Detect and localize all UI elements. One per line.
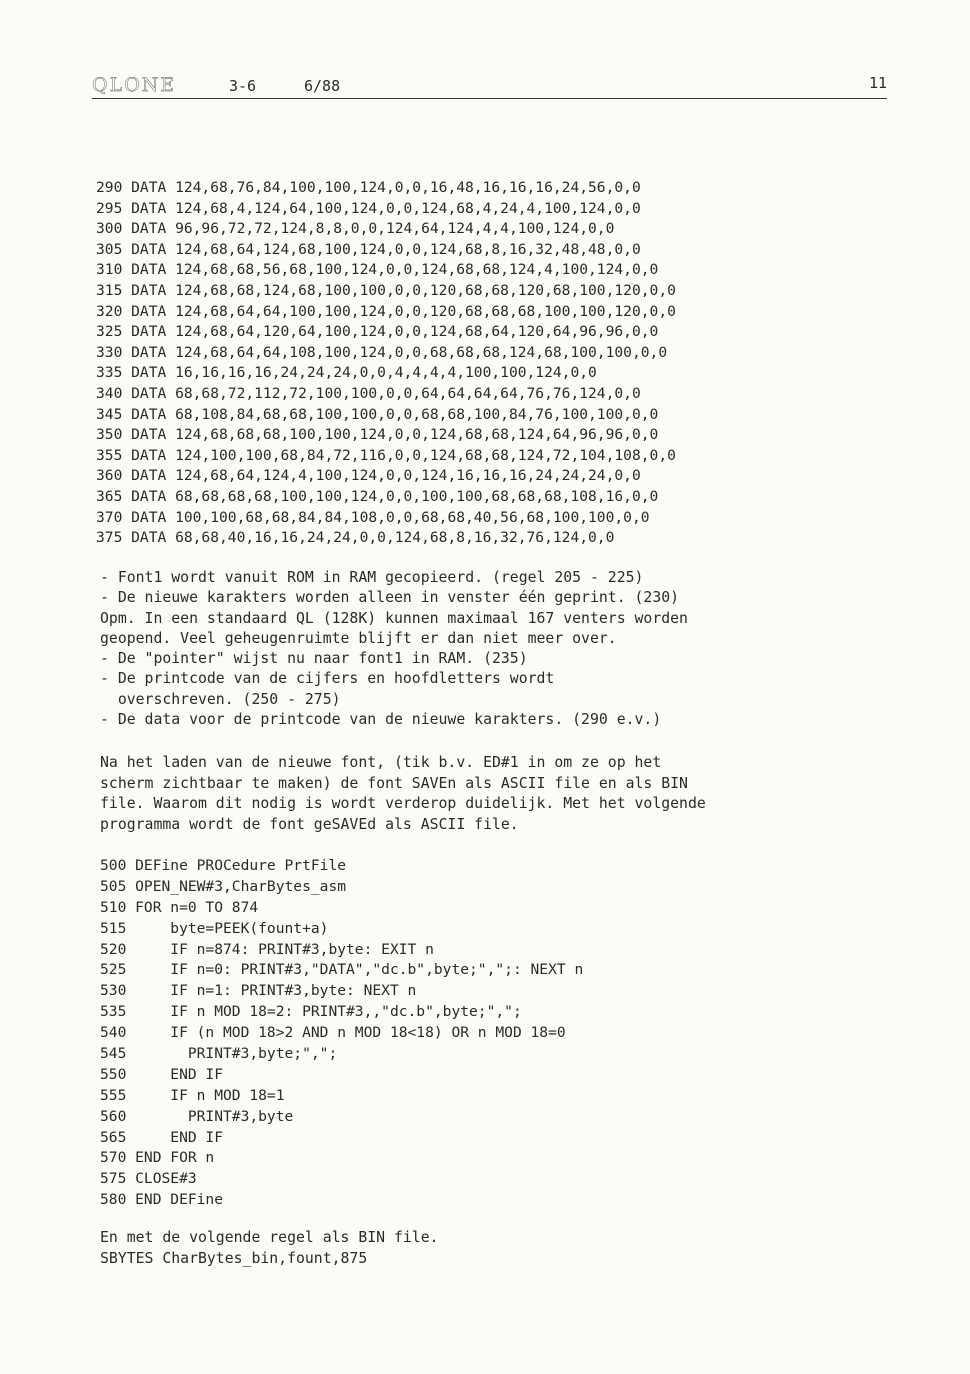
data-line: 330 DATA 124,68,64,64,108,100,124,0,0,68,68,68,124,68,100,100,0,0 bbox=[96, 343, 668, 361]
code-line: 550 END IF bbox=[100, 1065, 224, 1083]
code-line: 565 END IF bbox=[100, 1128, 224, 1146]
code-line: 510 FOR n=0 TO 874 bbox=[100, 898, 259, 916]
code-line: 545 PRINT#3,byte;","; bbox=[100, 1045, 338, 1063]
note-line: - De printcode van de cijfers en hoofdletters wordt bbox=[100, 670, 555, 688]
data-line: 370 DATA 100,100,68,68,84,84,108,0,0,68,68,40,56,68,100,100,0,0 bbox=[96, 508, 650, 526]
code-line: 555 IF n MOD 18=1 bbox=[100, 1086, 285, 1104]
code-line: 505 OPEN_NEW#3,CharBytes_asm bbox=[100, 877, 347, 895]
data-line: 350 DATA 124,68,68,68,100,100,124,0,0,124,68,68,124,64,96,96,0,0 bbox=[96, 426, 659, 444]
code-line: 525 IF n=0: PRINT#3,"DATA","dc.b",byte;",";: NEXT n bbox=[100, 961, 584, 979]
data-line: 295 DATA 124,68,4,124,64,100,124,0,0,124,68,4,24,4,100,124,0,0 bbox=[96, 199, 641, 217]
paragraph-line: file. Waarom dit nodig is wordt verderop duidelijk. Met het volgende bbox=[100, 795, 706, 813]
code-line: 535 IF n MOD 18=2: PRINT#3,,"dc.b",byte;","; bbox=[100, 1003, 522, 1021]
note-line: - Font1 wordt vanuit ROM in RAM gecopieerd. (regel 205 - 225) bbox=[100, 569, 644, 586]
data-line: 365 DATA 68,68,68,68,100,100,124,0,0,100,100,68,68,68,108,16,0,0 bbox=[96, 487, 659, 505]
note-line: geopend. Veel geheugenruimte blijft er dan niet meer over. bbox=[100, 629, 617, 647]
data-line: 310 DATA 124,68,68,56,68,100,124,0,0,124,68,68,124,4,100,124,0,0 bbox=[96, 261, 659, 279]
code-line: 515 byte=PEEK(fount+a) bbox=[100, 919, 329, 937]
data-line: 360 DATA 124,68,64,124,4,100,124,0,0,124,16,16,16,24,24,24,0,0 bbox=[96, 467, 641, 485]
data-listing bbox=[96, 178, 676, 549]
paragraph-line: scherm zichtbaar te maken) de font SAVEn als ASCII file en als BIN bbox=[100, 774, 688, 792]
data-line: 340 DATA 68,68,72,112,72,100,100,0,0,64,64,64,64,76,76,124,0,0 bbox=[96, 384, 641, 402]
issue-date: 6/88 bbox=[304, 77, 341, 95]
code-line: 540 IF (n MOD 18>2 AND n MOD 18<18) OR n MOD 18=0 bbox=[100, 1024, 566, 1042]
code-line: 520 IF n=874: PRINT#3,byte: EXIT n bbox=[100, 940, 434, 958]
data-line: 305 DATA 124,68,64,124,68,100,124,0,0,124,68,8,16,32,48,48,0,0 bbox=[96, 240, 641, 258]
data-line: 345 DATA 68,108,84,68,68,100,100,0,0,68,68,100,84,76,100,100,0,0 bbox=[96, 405, 659, 423]
data-line: 290 DATA 124,68,76,84,100,100,124,0,0,16,48,16,16,16,24,56,0,0 bbox=[96, 179, 641, 196]
issue-number: 3-6 bbox=[229, 77, 257, 95]
code-line: SBYTES CharBytes_bin,fount,875 bbox=[100, 1249, 368, 1267]
data-line: 320 DATA 124,68,64,64,100,100,124,0,0,120,68,68,68,100,100,120,0,0 bbox=[96, 302, 676, 320]
code-line: 575 CLOSE#3 bbox=[100, 1170, 197, 1188]
explanation-notes bbox=[100, 568, 688, 730]
note-line: overschreven. (250 - 275) bbox=[100, 690, 341, 708]
note-line: - De "pointer" wijst nu naar font1 in RAM. (235) bbox=[100, 650, 528, 668]
data-line: 315 DATA 124,68,68,124,68,100,100,0,0,120,68,68,120,68,100,120,0,0 bbox=[96, 281, 676, 299]
paragraph-line: Na het laden van de nieuwe font, (tik b.v. ED#1 in om ze op het bbox=[100, 754, 662, 771]
closing-text bbox=[100, 1228, 439, 1269]
data-line: 300 DATA 96,96,72,72,124,8,8,0,0,124,64,124,4,4,100,124,0,0 bbox=[96, 220, 615, 238]
data-line: 375 DATA 68,68,40,16,16,24,24,0,0,124,68,8,16,32,76,124,0,0 bbox=[96, 529, 615, 547]
closing-line: En met de volgende regel als BIN file. bbox=[100, 1229, 439, 1246]
page-header bbox=[92, 74, 887, 99]
page-number: 11 bbox=[868, 74, 887, 92]
code-line: 560 PRINT#3,byte bbox=[100, 1107, 294, 1125]
body-paragraph bbox=[100, 753, 706, 836]
paragraph-line: programma wordt de font geSAVEd als ASCII file. bbox=[100, 816, 519, 834]
data-line: 335 DATA 16,16,16,16,24,24,24,0,0,4,4,4,4,100,100,124,0,0 bbox=[96, 364, 597, 382]
code-line: 500 DEFine PROCedure PrtFile bbox=[100, 857, 347, 874]
note-line: Opm. In een standaard QL (128K) kunnen maximaal 167 venters worden bbox=[100, 609, 688, 627]
code-line: 530 IF n=1: PRINT#3,byte: NEXT n bbox=[100, 982, 417, 1000]
code-line: 580 END DEFine bbox=[100, 1191, 224, 1209]
note-line: - De nieuwe karakters worden alleen in venster één geprint. (230) bbox=[100, 589, 680, 607]
data-line: 355 DATA 124,100,100,68,84,72,116,0,0,124,68,68,124,72,104,108,0,0 bbox=[96, 446, 676, 464]
magazine-logo: QLONE bbox=[92, 74, 177, 96]
code-line: 570 END FOR n bbox=[100, 1149, 215, 1167]
data-line: 325 DATA 124,68,64,120,64,100,124,0,0,124,68,64,120,64,96,96,0,0 bbox=[96, 323, 659, 341]
note-line: - De data voor de printcode van de nieuwe karakters. (290 e.v.) bbox=[100, 711, 662, 729]
program-listing bbox=[100, 856, 583, 1211]
